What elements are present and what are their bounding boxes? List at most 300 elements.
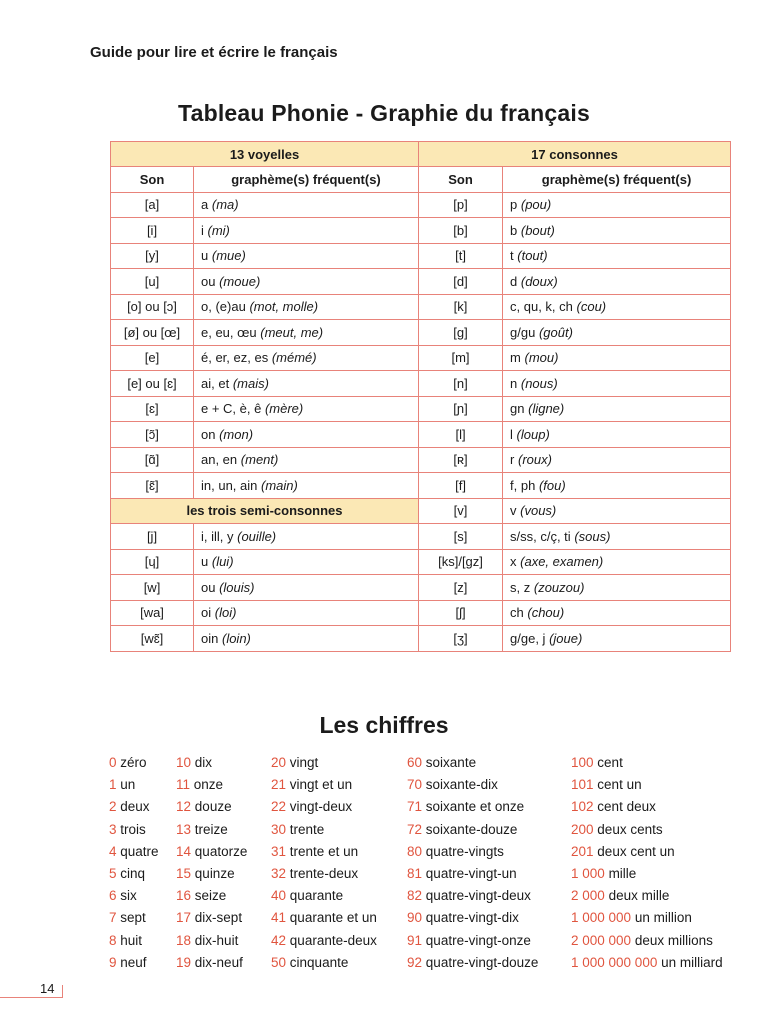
grapheme-text: in, un, ain [201,477,258,493]
number-digit: 30 [271,821,287,837]
example-word: (mon) [219,426,254,442]
semi-grapheme [194,549,419,575]
number-word: quatre-vingts [425,843,504,859]
number-entry [407,930,538,952]
number-digit: 91 [407,932,423,948]
grapheme-text: g/ge, j [510,630,546,646]
consonant-son: [ks]/[gz] [419,549,503,575]
number-word: quinze [194,865,235,881]
number-digit: 1 [109,777,117,793]
consonant-son: [ʃ] [419,600,503,626]
grapheme-text: g/gu [510,324,536,340]
number-digit: 19 [176,954,192,970]
consonant-son: [v] [419,498,503,524]
number-word: dix-sept [194,910,243,926]
grapheme-text: r [510,452,515,468]
consonant-son: [k] [419,294,503,320]
table-row [111,371,731,397]
number-word: vingt-deux [289,799,353,815]
consonant-grapheme [503,447,731,473]
phonie-graphie-table-container [110,141,730,652]
number-word: dix-huit [194,932,239,948]
consonant-grapheme [503,549,731,575]
number-digit: 102 [571,799,594,815]
grapheme-text: i [201,222,204,238]
number-digit: 72 [407,821,423,837]
number-digit: 101 [571,777,594,793]
number-digit: 16 [176,888,192,904]
number-entry [271,907,377,929]
number-word: quarante [289,888,344,904]
number-digit: 4 [109,843,117,859]
example-word: (roux) [517,452,552,468]
grapheme-text: p [510,197,518,213]
vowel-son: [ø] ou [œ] [111,320,194,346]
table-row [111,473,731,499]
vowel-grapheme [194,294,419,320]
semi-son: [j] [111,524,194,550]
number-word: un [120,777,136,793]
consonant-grapheme [503,396,731,422]
number-word: un milliard [661,954,723,970]
example-word: (zouzou) [533,579,585,595]
consonant-son: [n] [419,371,503,397]
number-word: seize [194,888,227,904]
grapheme-text: u [201,554,209,570]
numbers-column-2 [176,752,247,974]
number-word: trente et un [289,843,359,859]
consonant-grapheme [503,371,731,397]
consonant-son: [ɲ] [419,396,503,422]
number-digit: 82 [407,888,423,904]
grapheme-text: oin [201,630,219,646]
example-word: (ma) [211,197,239,213]
grapheme-text: m [510,350,521,366]
number-word: quatre-vingt-deux [425,888,531,904]
number-word: vingt et un [289,777,353,793]
number-entry [407,796,538,818]
vowel-son: [ɔ̃] [111,422,194,448]
number-digit: 31 [271,843,287,859]
example-word: (meut, me) [260,324,324,340]
number-digit: 1 000 000 000 [571,954,658,970]
number-digit: 41 [271,910,287,926]
number-digit: 2 [109,799,117,815]
vowel-son: [u] [111,269,194,295]
phonie-graphie-table [110,141,731,652]
number-digit: 70 [407,777,423,793]
number-entry [109,819,159,841]
vowel-son: [e] ou [ɛ] [111,371,194,397]
number-digit: 200 [571,821,594,837]
number-entry [407,863,538,885]
group-heading-row [111,142,731,167]
example-word: (mot, molle) [249,299,319,315]
number-word: vingt [289,755,319,770]
grapheme-text: é, er, ez, es [201,350,269,366]
number-digit: 11 [176,777,191,793]
number-entry [176,863,247,885]
number-entry [571,819,723,841]
table-row [111,218,731,244]
semi-son: [w] [111,575,194,601]
consonant-grapheme [503,473,731,499]
number-entry [109,885,159,907]
number-entry [176,885,247,907]
example-word: (loin) [221,630,251,646]
consonant-son: [s] [419,524,503,550]
vowel-grapheme [194,396,419,422]
semi-son: [ɥ] [111,549,194,575]
consonant-son: [p] [419,192,503,218]
consonant-grapheme [503,600,731,626]
number-word: quarante-deux [289,932,377,948]
table-row [111,396,731,422]
number-entry [176,952,247,974]
example-word: (ouille) [237,528,277,544]
number-entry [176,841,247,863]
grapheme-text: c, qu, k, ch [510,299,573,315]
number-word: soixante [425,755,477,770]
example-word: (moue) [219,273,261,289]
example-word: (mue) [211,248,246,264]
grapheme-text: ou [201,579,216,595]
number-entry [109,952,159,974]
consonant-grapheme [503,218,731,244]
table-row [111,243,731,269]
consonant-grapheme-header: graphème(s) fréquent(s) [503,167,731,193]
table-row [111,294,731,320]
page-number-tick [62,985,63,998]
grapheme-text: v [510,503,517,519]
number-entry [271,885,377,907]
number-digit: 60 [407,755,423,770]
vowel-son: [y] [111,243,194,269]
number-entry [407,774,538,796]
example-word: (goût) [538,324,573,340]
semi-grapheme [194,626,419,652]
grapheme-text: i, ill, y [201,528,234,544]
example-word: (nous) [520,375,558,391]
vowel-grapheme [194,447,419,473]
number-word: cinq [120,865,146,881]
grapheme-text: s, z [510,579,531,595]
number-entry [407,841,538,863]
table-row [111,345,731,371]
vowel-grapheme [194,320,419,346]
example-word: (main) [261,477,298,493]
number-digit: 7 [109,910,117,926]
number-entry [109,752,159,774]
vowel-son: [i] [111,218,194,244]
number-digit: 0 [109,755,117,770]
number-word: trente [289,821,325,837]
example-word: (ligne) [528,401,565,417]
number-entry [176,752,247,774]
number-entry [407,952,538,974]
consonant-grapheme [503,575,731,601]
number-word: onze [193,777,224,793]
consonant-son: [z] [419,575,503,601]
number-entry [571,796,723,818]
consonant-son: [d] [419,269,503,295]
number-entry [271,863,377,885]
grapheme-text: d [510,273,518,289]
example-word: (bout) [520,222,555,238]
numbers-column-5 [571,752,723,974]
example-word: (loup) [516,426,550,442]
number-word: treize [194,821,228,837]
number-digit: 9 [109,954,117,970]
example-word: (mère) [264,401,304,417]
grapheme-text: o, (e)au [201,299,246,315]
number-digit: 1 000 000 [571,910,632,926]
table-row [111,498,731,524]
number-entry [571,952,723,974]
number-entry [271,774,377,796]
table-row [111,600,731,626]
page-number-rule [0,997,62,998]
consonant-grapheme [503,243,731,269]
chiffres-title: Les chiffres [319,712,449,738]
grapheme-text: e, eu, œu [201,324,257,340]
grapheme-text: b [510,222,518,238]
number-word: deux [120,799,150,815]
number-digit: 18 [176,932,192,948]
number-entry [109,907,159,929]
number-digit: 80 [407,843,423,859]
number-digit: 3 [109,821,117,837]
consonant-son: [ʀ] [419,447,503,473]
table-row [111,447,731,473]
consonant-grapheme [503,345,731,371]
example-word: (tout) [517,248,548,264]
table-row [111,320,731,346]
semi-grapheme [194,600,419,626]
table-row [111,524,731,550]
consonant-grapheme [503,269,731,295]
grapheme-text: x [510,554,517,570]
vowel-grapheme [194,243,419,269]
number-entry [109,863,159,885]
vowel-son: [a] [111,192,194,218]
grapheme-text: f, ph [510,477,536,493]
number-entry [109,930,159,952]
example-word: (mais) [232,375,269,391]
number-digit: 15 [176,865,192,881]
example-word: (ment) [240,452,279,468]
vowel-son-header: Son [111,167,194,193]
table-row [111,422,731,448]
grapheme-text: on [201,426,216,442]
number-digit: 90 [407,910,423,926]
number-entry [571,841,723,863]
example-word: (mi) [207,222,230,238]
consonant-grapheme [503,294,731,320]
number-word: neuf [120,954,147,970]
number-digit: 2 000 [571,888,605,904]
number-word: sept [120,910,146,926]
number-digit: 201 [571,843,594,859]
vowel-grapheme [194,473,419,499]
number-digit: 42 [271,932,287,948]
vowel-grapheme [194,345,419,371]
number-word: quatre [120,843,159,859]
grapheme-text: t [510,248,514,264]
semi-grapheme [194,524,419,550]
column-header-row [111,167,731,193]
number-word: cent deux [597,799,656,815]
number-entry [176,796,247,818]
grapheme-text: a [201,197,209,213]
page-number: 14 [40,981,55,996]
vowel-son: [ɛ̃] [111,473,194,499]
semi-consonnes-heading: les trois semi-consonnes [111,498,419,524]
vowels-heading: 13 voyelles [111,142,419,167]
grapheme-text: l [510,426,513,442]
number-word: soixante-douze [425,821,518,837]
number-entry [571,863,723,885]
example-word: (pou) [520,197,552,213]
number-word: deux cents [597,821,663,837]
consonant-son: [g] [419,320,503,346]
grapheme-text: s/ss, c/ç, ti [510,528,571,544]
number-entry [571,752,723,774]
example-word: (louis) [219,579,255,595]
number-word: cent un [597,777,642,793]
number-word: deux cent un [597,843,675,859]
number-entry [407,819,538,841]
number-digit: 12 [176,799,192,815]
number-digit: 32 [271,865,287,881]
grapheme-text: gn [510,401,525,417]
number-digit: 71 [407,799,423,815]
number-entry [109,796,159,818]
example-word: (chou) [527,605,565,621]
number-word: soixante-dix [425,777,498,793]
grapheme-text: n [510,375,518,391]
number-entry [271,796,377,818]
example-word: (doux) [520,273,558,289]
grapheme-text: e + C, è, ê [201,401,262,417]
example-word: (cou) [576,299,607,315]
grapheme-text: ch [510,605,524,621]
number-entry [407,752,538,774]
consonant-son: [l] [419,422,503,448]
number-entry [271,930,377,952]
example-word: (sous) [574,528,611,544]
semi-son: [wa] [111,600,194,626]
number-word: quatre-vingt-dix [425,910,519,926]
grapheme-text: ou [201,273,216,289]
vowel-son: [ɛ] [111,396,194,422]
vowel-son: [o] ou [ɔ] [111,294,194,320]
grapheme-text: oi [201,605,212,621]
number-word: deux millions [634,932,713,948]
number-entry [176,907,247,929]
number-word: mille [608,865,637,881]
number-digit: 2 000 000 [571,932,632,948]
number-entry [571,774,723,796]
consonant-grapheme [503,524,731,550]
number-entry [271,752,377,774]
number-entry [571,885,723,907]
example-word: (loi) [214,605,237,621]
running-header: Guide pour lire et écrire le français [90,44,338,61]
consonant-grapheme [503,422,731,448]
number-word: quatre-vingt-onze [425,932,531,948]
number-word: soixante et onze [425,799,525,815]
number-entry [271,819,377,841]
vowel-grapheme [194,218,419,244]
grapheme-text: ai, et [201,375,230,391]
consonant-son: [b] [419,218,503,244]
example-word: (mou) [524,350,559,366]
number-entry [109,841,159,863]
number-digit: 10 [176,755,192,770]
number-entry [571,930,723,952]
number-digit: 17 [176,910,192,926]
number-word: quatorze [194,843,248,859]
number-entry [176,930,247,952]
vowel-grapheme-header: graphème(s) fréquent(s) [194,167,419,193]
consonant-grapheme [503,626,731,652]
number-word: trois [120,821,146,837]
numbers-column-4 [407,752,538,974]
consonant-son: [f] [419,473,503,499]
number-entry [109,774,159,796]
number-digit: 21 [271,777,287,793]
consonant-grapheme [503,192,731,218]
consonant-grapheme [503,498,731,524]
number-word: cinquante [289,954,349,970]
number-digit: 20 [271,755,287,770]
grapheme-text: u [201,248,209,264]
semi-grapheme [194,575,419,601]
example-word: (axe, examen) [520,554,604,570]
number-digit: 6 [109,888,117,904]
vowel-grapheme [194,192,419,218]
number-entry [176,819,247,841]
number-word: un million [634,910,692,926]
number-word: dix-neuf [194,954,243,970]
number-word: quarante et un [289,910,377,926]
number-digit: 92 [407,954,423,970]
number-word: trente-deux [289,865,359,881]
number-digit: 81 [407,865,423,881]
example-word: (lui) [211,554,234,570]
consonant-son: [t] [419,243,503,269]
number-digit: 50 [271,954,287,970]
vowel-grapheme [194,269,419,295]
table-row [111,269,731,295]
number-entry [271,952,377,974]
table-row [111,575,731,601]
consonant-son-header: Son [419,167,503,193]
grapheme-text: an, en [201,452,238,468]
number-entry [407,907,538,929]
number-digit: 1 000 [571,865,605,881]
number-entry [571,907,723,929]
number-word: quatre-vingt-douze [425,954,539,970]
consonant-grapheme [503,320,731,346]
number-digit: 100 [571,755,594,770]
number-word: cent [597,755,623,770]
consonants-heading: 17 consonnes [419,142,731,167]
example-word: (mémé) [271,350,317,366]
number-digit: 40 [271,888,287,904]
number-word: six [120,888,137,904]
